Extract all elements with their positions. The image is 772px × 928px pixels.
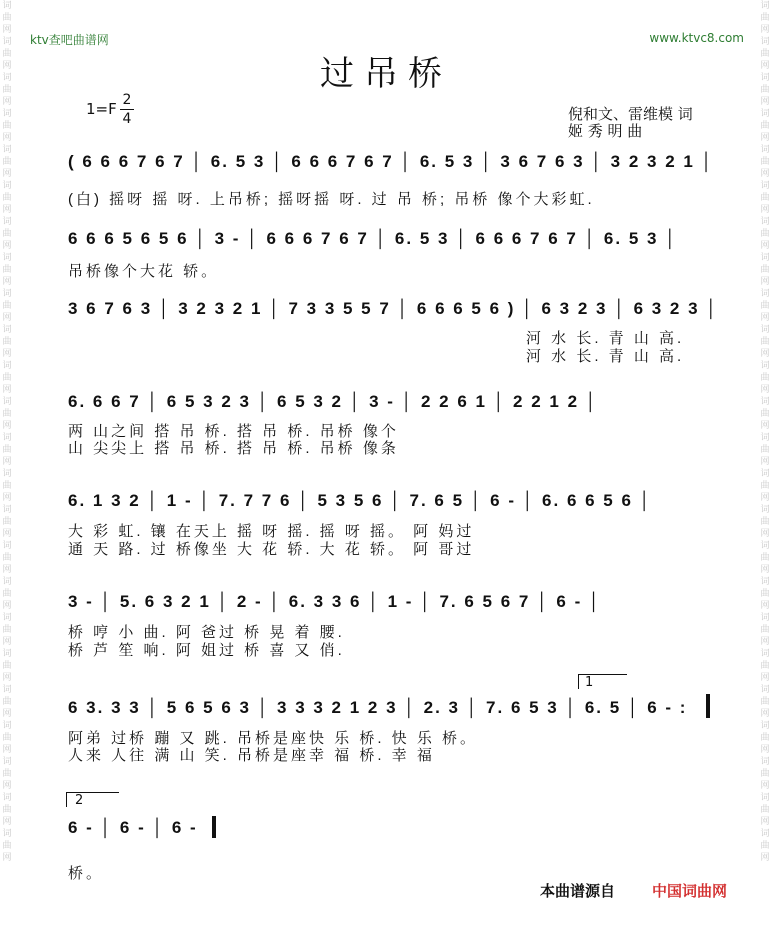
score-line-4-lyric-2: 山 尖尖上 搭 吊 桥. 搭 吊 桥. 吊桥 像条 (68, 440, 399, 457)
score-line-3-notes: 3 6 7 6 3 │ 3 2 3 2 1 │ 7 3 3 5 5 7 │ 6 6 6 5 6 ) │ 6 3 2 3 │ 6 3 2 3 │ (68, 299, 719, 318)
song-title: 过吊桥 (320, 54, 452, 94)
score-line-8-lyric: 桥。 (68, 865, 105, 882)
key-signature: 1=F (86, 100, 117, 118)
final-bar (212, 816, 216, 838)
score-line-7-notes: 6 3. 3 3 │ 5 6 5 6 3 │ 3 3 3 2 1 2 3 │ 2. 3 │ 7. 6 5 3 │ 6. 5 │ 6 - : (68, 698, 688, 717)
second-ending-bracket (66, 792, 119, 807)
time-signature (120, 92, 134, 127)
site-url-right[interactable]: www.ktvc8.com (649, 31, 744, 45)
score-line-5-lyric-2: 通 天 路. 过 桥像坐 大 花 轿. 大 花 轿。 阿 哥过 (68, 541, 475, 558)
time-top: 2 (122, 92, 132, 108)
score-line-4-lyric-1: 两 山之间 搭 吊 桥. 搭 吊 桥. 吊桥 像个 (68, 423, 399, 440)
score-line-7-lyric-2: 人来 人往 满 山 笑. 吊桥是座幸 福 桥. 幸 福 (68, 747, 435, 764)
score-line-1-lyric: (白) 摇呀 摇 呀. 上吊桥; 摇呀摇 呀. 过 吊 桥; 吊桥 像个大彩虹. (68, 191, 595, 208)
score-line-7-lyric-1: 阿弟 过桥 蹦 又 跳. 吊桥是座快 乐 桥. 快 乐 桥。 (68, 730, 479, 747)
time-bottom: 4 (122, 111, 132, 127)
score-line-3-lyric-1: 河 水 长. 青 山 高. (526, 330, 685, 347)
repeat-end-bar (706, 694, 710, 718)
site-name-left[interactable]: ktv查吧曲谱网 (30, 33, 109, 47)
watermark-right: 词曲网词曲网词曲网词曲网词曲网词曲网词曲网词曲网词曲网词曲网词曲网词曲网词曲网词曲网词曲网词曲网词曲网词曲网词曲网词曲网词曲网词曲网词曲网词曲网 (760, 1, 770, 863)
score-line-4-notes: 6. 6 6 7 │ 6 5 3 2 3 │ 6 5 3 2 │ 3 - │ 2 2 6 1 │ 2 2 1 2 │ (68, 392, 599, 411)
score-line-8-notes: 6 - │ 6 - │ 6 - (68, 818, 198, 837)
score-line-5-notes: 6. 1 3 2 │ 1 - │ 7. 7 7 6 │ 5 3 5 6 │ 7. 6 5 │ 6 - │ 6. 6 6 5 6 │ (68, 491, 653, 510)
composer-credit: 姬 秀 明 曲 (568, 122, 643, 140)
score-line-6-lyric-2: 桥 芦 笙 响. 阿 姐过 桥 喜 又 俏. (68, 642, 345, 659)
source-label: 本曲谱源自 (540, 882, 616, 900)
source-site[interactable]: 中国词曲网 (652, 882, 728, 900)
score-line-3-lyric-2: 河 水 长. 青 山 高. (526, 348, 685, 365)
score-line-6-notes: 3 - │ 5. 6 3 2 1 │ 2 - │ 6. 3 3 6 │ 1 - │ 7. 6 5 6 7 │ 6 - │ (68, 592, 602, 611)
lyricist-credit: 倪和文、雷维模 词 (568, 105, 693, 123)
score-line-2-notes: 6 6 6 5 6 5 6 │ 3 - │ 6 6 6 7 6 7 │ 6. 5 3 │ 6 6 6 7 6 7 │ 6. 5 3 │ (68, 229, 678, 248)
score-line-2-lyric: 吊桥像个大花 轿。 (68, 263, 220, 280)
score-line-6-lyric-1: 桥 哼 小 曲. 阿 爸过 桥 晃 着 腰. (68, 624, 345, 641)
first-ending-number: 1 (585, 675, 594, 690)
second-ending-number: 2 (75, 793, 84, 808)
score-line-1-notes: ( 6 6 6 7 6 7 │ 6. 5 3 │ 6 6 6 7 6 7 │ 6. 5 3 │ 3 6 7 6 3 │ 3 2 3 2 1 │ (68, 152, 715, 171)
time-divider (120, 109, 134, 110)
score-line-5-lyric-1: 大 彩 虹. 镶 在天上 摇 呀 摇. 摇 呀 摇。 阿 妈过 (68, 523, 475, 540)
watermark-left: 词曲网词曲网词曲网词曲网词曲网词曲网词曲网词曲网词曲网词曲网词曲网词曲网词曲网词曲网词曲网词曲网词曲网词曲网词曲网词曲网词曲网词曲网词曲网词曲网 (2, 1, 12, 863)
